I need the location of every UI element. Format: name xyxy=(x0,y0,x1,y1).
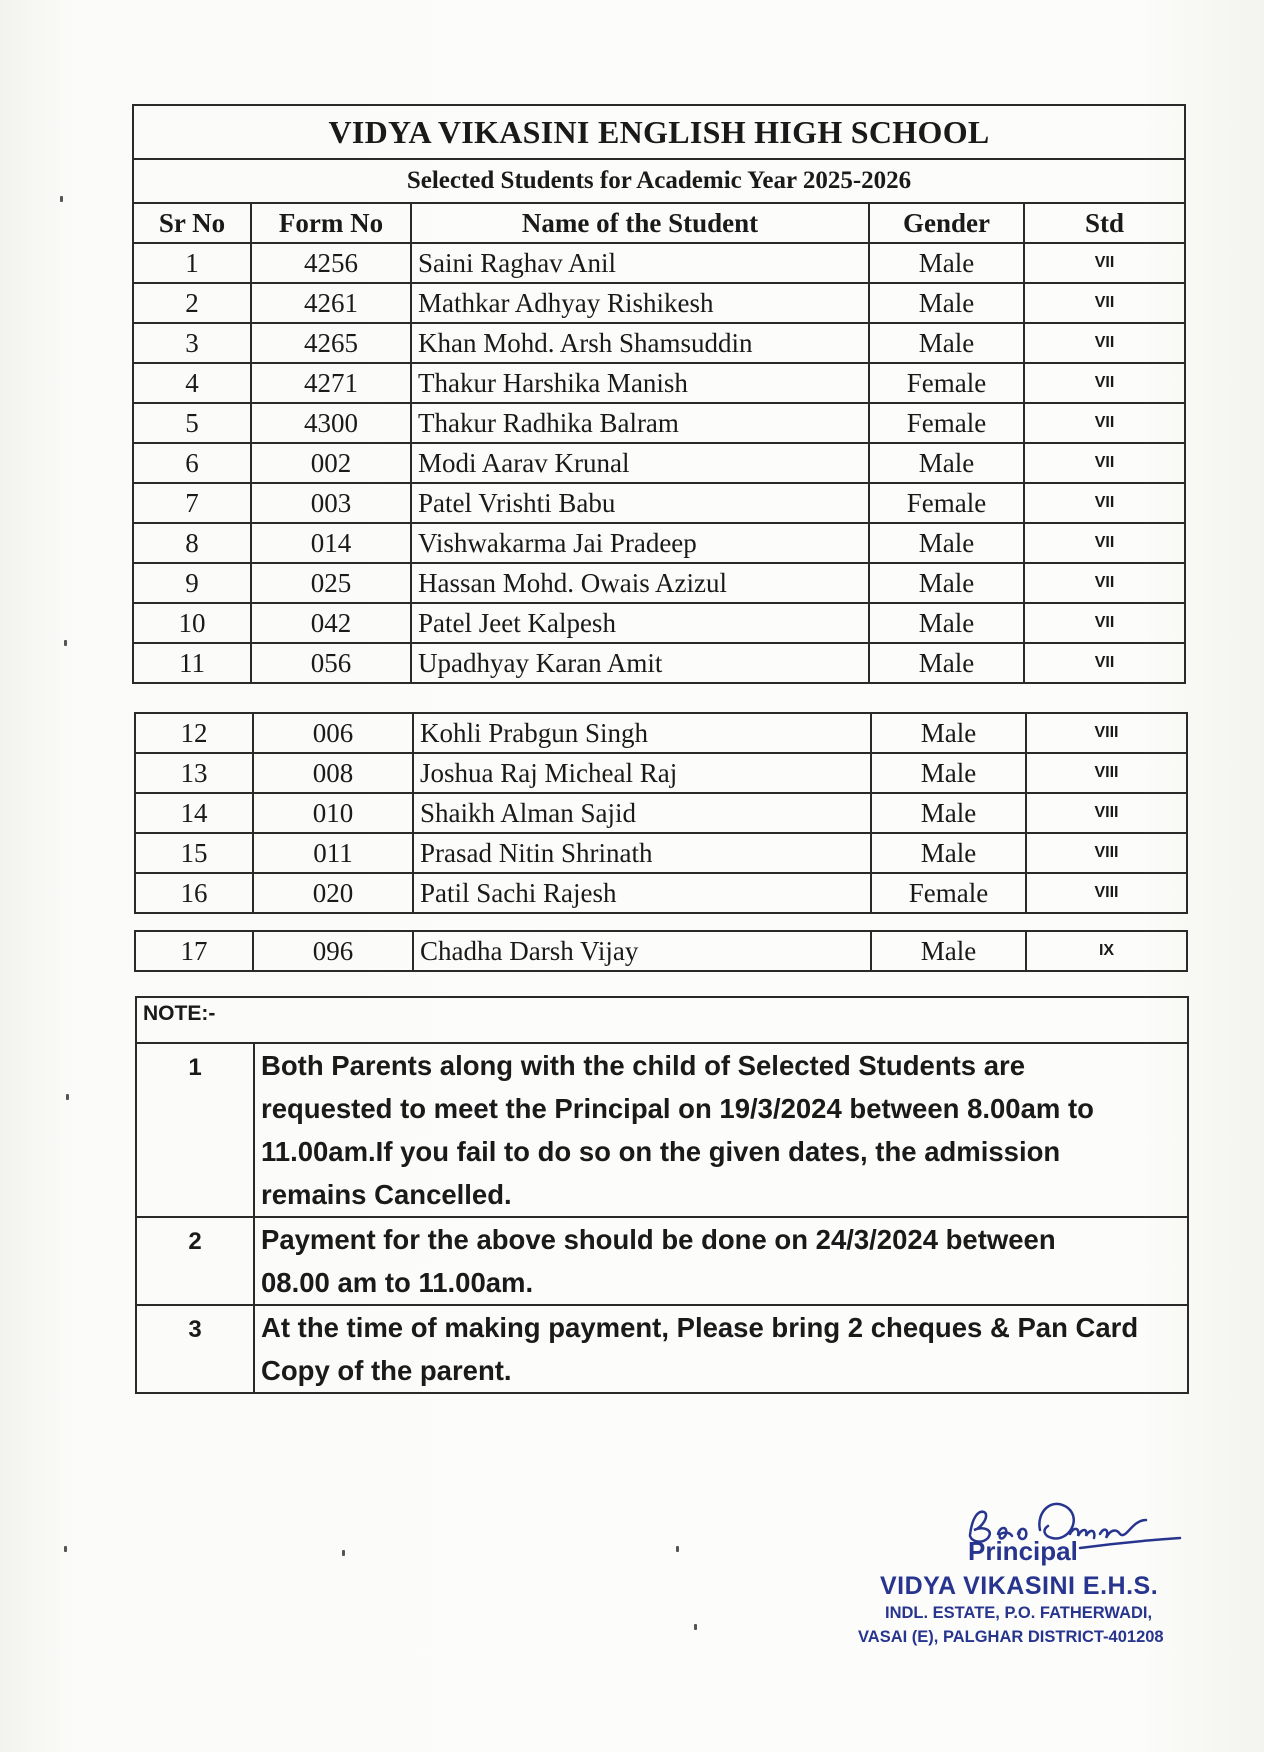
std-cell: VII xyxy=(1024,283,1185,323)
sr-no-cell: 17 xyxy=(135,931,253,971)
sr-no-cell: 10 xyxy=(133,603,251,643)
table-row xyxy=(135,753,1187,793)
student-name-cell: Chadha Darsh Vijay xyxy=(413,931,871,971)
table-row xyxy=(133,403,1185,443)
sr-no-cell: 8 xyxy=(133,523,251,563)
student-name-cell: Mathkar Adhyay Rishikesh xyxy=(411,283,869,323)
stamp-school-short: VIDYA VIKASINI E.H.S. xyxy=(880,1572,1159,1600)
form-no-cell: 003 xyxy=(251,483,411,523)
student-name-cell: Thakur Radhika Balram xyxy=(411,403,869,443)
table-row xyxy=(133,443,1185,483)
note-line: 08.00 am to 11.00am. xyxy=(261,1267,534,1298)
note-row xyxy=(136,1217,1188,1305)
gender-cell: Male xyxy=(869,443,1024,483)
group-viii-rows xyxy=(135,713,1187,913)
std-cell: VII xyxy=(1024,243,1185,283)
gender-cell: Female xyxy=(871,873,1026,913)
scan-speck xyxy=(66,1094,69,1100)
note-number: 2 xyxy=(136,1217,254,1305)
table-row xyxy=(133,603,1185,643)
scan-speck xyxy=(64,640,67,646)
gender-cell: Female xyxy=(869,363,1024,403)
gender-cell: Male xyxy=(871,931,1026,971)
scan-speck xyxy=(676,1546,679,1552)
form-no-cell: 006 xyxy=(253,713,413,753)
std-cell: VIII xyxy=(1026,793,1187,833)
student-name-cell: Patel Jeet Kalpesh xyxy=(411,603,869,643)
scan-speck xyxy=(342,1550,345,1556)
note-number: 3 xyxy=(136,1305,254,1393)
gender-cell: Male xyxy=(869,243,1024,283)
students-table-group-1 xyxy=(132,104,1186,684)
form-no-cell: 002 xyxy=(251,443,411,483)
notes-table xyxy=(135,996,1189,1394)
gender-cell: Female xyxy=(869,483,1024,523)
sr-no-cell: 6 xyxy=(133,443,251,483)
note-line: Both Parents along with the child of Selected Students are xyxy=(261,1050,1025,1081)
stamp-address-line2: VASAI (E), PALGHAR DISTRICT-401208 xyxy=(858,1628,1164,1646)
std-cell: VIII xyxy=(1026,833,1187,873)
notes-items xyxy=(136,1043,1188,1393)
table-row xyxy=(133,363,1185,403)
student-name-cell: Modi Aarav Krunal xyxy=(411,443,869,483)
table-row xyxy=(133,323,1185,363)
group-vii-rows xyxy=(133,243,1185,683)
students-table-group-3 xyxy=(134,930,1188,972)
note-text xyxy=(254,1217,1188,1305)
sr-no-cell: 16 xyxy=(135,873,253,913)
sr-no-cell: 7 xyxy=(133,483,251,523)
std-cell: VII xyxy=(1024,603,1185,643)
sr-no-cell: 9 xyxy=(133,563,251,603)
sr-no-cell: 12 xyxy=(135,713,253,753)
std-cell: VII xyxy=(1024,643,1185,683)
col-header-form-no: Form No xyxy=(251,203,411,243)
sr-no-cell: 4 xyxy=(133,363,251,403)
note-text xyxy=(254,1305,1188,1393)
form-no-cell: 008 xyxy=(253,753,413,793)
form-no-cell: 042 xyxy=(251,603,411,643)
note-line: Copy of the parent. xyxy=(261,1355,512,1386)
note-text xyxy=(254,1043,1188,1217)
group-ix-rows xyxy=(135,931,1187,971)
form-no-cell: 4271 xyxy=(251,363,411,403)
student-name-cell: Joshua Raj Micheal Raj xyxy=(413,753,871,793)
stamp-address-line1: INDL. ESTATE, P.O. FATHERWADI, xyxy=(885,1604,1153,1622)
std-cell: IX xyxy=(1026,931,1187,971)
note-line: Payment for the above should be done on 24/3/2024 between xyxy=(261,1224,1056,1255)
form-no-cell: 020 xyxy=(253,873,413,913)
form-no-cell: 4300 xyxy=(251,403,411,443)
school-name: VIDYA VIKASINI ENGLISH HIGH SCHOOL xyxy=(133,105,1185,159)
std-cell: VII xyxy=(1024,483,1185,523)
scan-speck xyxy=(64,1546,67,1552)
scan-speck xyxy=(60,196,63,202)
gender-cell: Male xyxy=(871,713,1026,753)
table-row xyxy=(133,563,1185,603)
sr-no-cell: 3 xyxy=(133,323,251,363)
student-name-cell: Patel Vrishti Babu xyxy=(411,483,869,523)
note-line: requested to meet the Principal on 19/3/2024 between 8.00am to xyxy=(261,1093,1094,1124)
col-header-sr-no: Sr No xyxy=(133,203,251,243)
std-cell: VII xyxy=(1024,363,1185,403)
gender-cell: Male xyxy=(869,643,1024,683)
form-no-cell: 4261 xyxy=(251,283,411,323)
student-name-cell: Patil Sachi Rajesh xyxy=(413,873,871,913)
table-row xyxy=(135,873,1187,913)
sr-no-cell: 1 xyxy=(133,243,251,283)
sr-no-cell: 15 xyxy=(135,833,253,873)
sr-no-cell: 13 xyxy=(135,753,253,793)
table-row xyxy=(133,483,1185,523)
form-no-cell: 4265 xyxy=(251,323,411,363)
student-name-cell: Khan Mohd. Arsh Shamsuddin xyxy=(411,323,869,363)
student-name-cell: Kohli Prabgun Singh xyxy=(413,713,871,753)
sr-no-cell: 5 xyxy=(133,403,251,443)
student-name-cell: Shaikh Alman Sajid xyxy=(413,793,871,833)
table-row xyxy=(135,833,1187,873)
table-row xyxy=(135,931,1187,971)
student-name-cell: Saini Raghav Anil xyxy=(411,243,869,283)
gender-cell: Male xyxy=(869,283,1024,323)
student-name-cell: Hassan Mohd. Owais Azizul xyxy=(411,563,869,603)
gender-cell: Male xyxy=(869,603,1024,643)
student-name-cell: Upadhyay Karan Amit xyxy=(411,643,869,683)
std-cell: VIII xyxy=(1026,713,1187,753)
table-row xyxy=(133,643,1185,683)
std-cell: VII xyxy=(1024,563,1185,603)
student-name-cell: Prasad Nitin Shrinath xyxy=(413,833,871,873)
note-row xyxy=(136,1305,1188,1393)
form-no-cell: 011 xyxy=(253,833,413,873)
gender-cell: Male xyxy=(871,793,1026,833)
student-name-cell: Thakur Harshika Manish xyxy=(411,363,869,403)
students-table-group-2 xyxy=(134,712,1188,914)
form-no-cell: 010 xyxy=(253,793,413,833)
gender-cell: Male xyxy=(871,753,1026,793)
table-row xyxy=(133,283,1185,323)
std-cell: VII xyxy=(1024,403,1185,443)
table-row xyxy=(135,713,1187,753)
note-number: 1 xyxy=(136,1043,254,1217)
sr-no-cell: 2 xyxy=(133,283,251,323)
col-header-name: Name of the Student xyxy=(411,203,869,243)
principal-title: Principal xyxy=(968,1536,1078,1566)
student-name-cell: Vishwakarma Jai Pradeep xyxy=(411,523,869,563)
note-row xyxy=(136,1043,1188,1217)
std-cell: VII xyxy=(1024,523,1185,563)
gender-cell: Female xyxy=(869,403,1024,443)
form-no-cell: 014 xyxy=(251,523,411,563)
table-row xyxy=(135,793,1187,833)
list-subtitle: Selected Students for Academic Year 2025-2026 xyxy=(133,159,1185,203)
table-header-row xyxy=(133,203,1185,243)
sr-no-cell: 14 xyxy=(135,793,253,833)
form-no-cell: 096 xyxy=(253,931,413,971)
scan-speck xyxy=(694,1624,697,1630)
note-line: 11.00am.If you fail to do so on the given dates, the admission xyxy=(261,1136,1061,1167)
notes-label: NOTE:- xyxy=(136,997,1188,1043)
form-no-cell: 056 xyxy=(251,643,411,683)
std-cell: VIII xyxy=(1026,753,1187,793)
gender-cell: Male xyxy=(869,523,1024,563)
std-cell: VII xyxy=(1024,443,1185,483)
form-no-cell: 4256 xyxy=(251,243,411,283)
gender-cell: Male xyxy=(869,563,1024,603)
std-cell: VII xyxy=(1024,323,1185,363)
std-cell: VIII xyxy=(1026,873,1187,913)
note-line: At the time of making payment, Please bring 2 cheques & Pan Card xyxy=(261,1312,1139,1343)
gender-cell: Male xyxy=(871,833,1026,873)
table-row xyxy=(133,243,1185,283)
col-header-std: Std xyxy=(1024,203,1185,243)
note-line: remains Cancelled. xyxy=(261,1179,512,1210)
principal-stamp xyxy=(850,1490,1190,1660)
gender-cell: Male xyxy=(869,323,1024,363)
table-row xyxy=(133,523,1185,563)
col-header-gender: Gender xyxy=(869,203,1024,243)
sr-no-cell: 11 xyxy=(133,643,251,683)
form-no-cell: 025 xyxy=(251,563,411,603)
